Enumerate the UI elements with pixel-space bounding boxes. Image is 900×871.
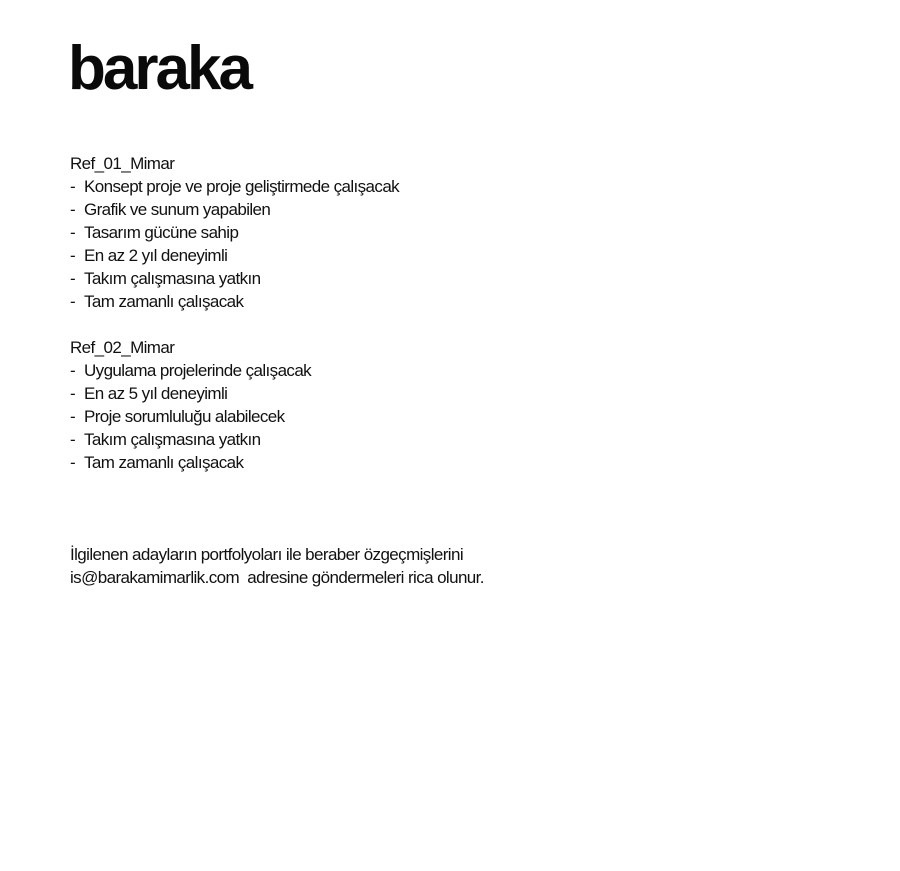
bullet-dash: - (70, 177, 76, 196)
list-item (70, 221, 830, 244)
bullet-dash: - (70, 384, 76, 403)
requirement-list (70, 359, 830, 474)
bullet-dash: - (70, 361, 76, 380)
section-title: Ref_01_Mimar (70, 154, 175, 173)
brand-logo: baraka (68, 34, 250, 103)
list-item-text: Takım çalışmasına yatkın (84, 430, 261, 449)
list-item-text: Tam zamanlı çalışacak (84, 292, 244, 311)
list-item (70, 198, 830, 221)
list-item-text: Tasarım gücüne sahip (84, 223, 239, 242)
bullet-dash: - (70, 200, 76, 219)
list-item (70, 244, 830, 267)
section-ref-01 (70, 152, 830, 313)
list-item-text: En az 5 yıl deneyimli (84, 384, 228, 403)
job-listing (70, 152, 830, 589)
list-item (70, 382, 830, 405)
list-item (70, 428, 830, 451)
list-item (70, 451, 830, 474)
bullet-dash: - (70, 430, 76, 449)
requirement-list (70, 175, 830, 313)
bullet-dash: - (70, 407, 76, 426)
list-item (70, 359, 830, 382)
bullet-dash: - (70, 223, 76, 242)
list-item (70, 267, 830, 290)
list-item (70, 290, 830, 313)
application-note-line (70, 566, 830, 589)
section-title: Ref_02_Mimar (70, 338, 175, 357)
bullet-dash: - (70, 292, 76, 311)
section-ref-02 (70, 336, 830, 474)
bullet-dash: - (70, 269, 76, 288)
list-item-text: Grafik ve sunum yapabilen (84, 200, 271, 219)
list-item-text: Uygulama projelerinde çalışacak (84, 361, 312, 380)
list-item-text: Proje sorumluluğu alabilecek (84, 407, 285, 426)
list-item (70, 175, 830, 198)
application-note-text: adresine göndermeleri rica olunur. (239, 568, 484, 587)
application-note-line: İlgilenen adayların portfolyoları ile beraber özgeçmişlerini (70, 545, 464, 564)
application-note (70, 543, 830, 589)
list-item-text: Tam zamanlı çalışacak (84, 453, 244, 472)
bullet-dash: - (70, 453, 76, 472)
list-item (70, 405, 830, 428)
list-item-text: En az 2 yıl deneyimli (84, 246, 228, 265)
bullet-dash: - (70, 246, 76, 265)
list-item-text: Takım çalışmasına yatkın (84, 269, 261, 288)
list-item-text: Konsept proje ve proje geliştirmede çalışacak (84, 177, 400, 196)
email-link[interactable]: is@barakamimarlik.com (70, 568, 240, 587)
